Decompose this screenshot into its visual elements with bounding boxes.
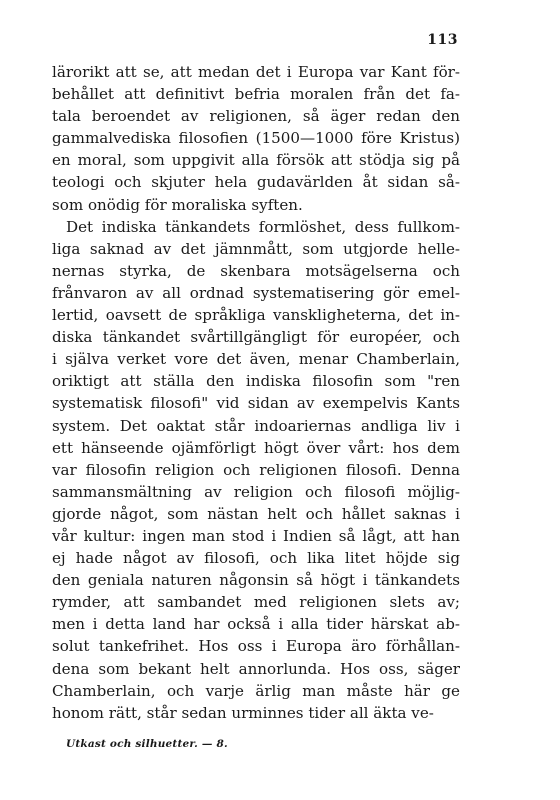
text-line: Det indiska tänkandets formlöshet, dess fullkom- <box>66 217 460 236</box>
text-line: en moral, som uppgivit alla försök att stödja sig på <box>52 151 460 170</box>
text-line: sammansmältning av religion och filosofi möjlig- <box>52 482 460 501</box>
text-line: som onödig för moraliska syften. <box>52 195 303 214</box>
text-line: teologi och skjuter hela gudavärlden åt sidan så- <box>52 173 460 192</box>
footer-signature: Utkast och silhuetter. — 8. <box>66 738 228 750</box>
text-line: honom rätt, står sedan urminnes tider all äkta ve- <box>52 703 434 722</box>
text-line: lärorikt att se, att medan det i Europa var Kant för- <box>52 63 460 81</box>
paragraph-2 <box>52 216 460 724</box>
paragraph-1 <box>52 61 460 216</box>
text-line: rymder, att sambandet med religionen slets av; <box>52 593 460 612</box>
text-line: men i detta land har också i alla tider härskat ab- <box>52 615 460 634</box>
text-line: gjorde något, som nästan helt och hållet saknas i <box>52 504 460 523</box>
text-line: dena som bekant helt annorlunda. Hos oss, säger <box>52 659 460 678</box>
text-line: behållet att definitivt befria moralen från det fa- <box>52 85 460 104</box>
text-line: liga saknad av det jämnmått, som utgjorde helle- <box>52 239 460 258</box>
text-line: gammalvediska filosofien (1500—1000 före Kristus) <box>52 129 460 148</box>
text-line: vår kultur: ingen man stod i Indien så lågt, att han <box>52 526 460 545</box>
text-line: tala beroendet av religionen, så äger redan den <box>52 107 460 126</box>
text-line: Chamberlain, och varje ärlig man måste här ge <box>52 681 460 700</box>
text-line: oriktigt att ställa den indiska filosofin som "ren <box>52 372 460 391</box>
text-line: ett hänseende ojämförligt högt över vårt: hos dem <box>52 438 460 457</box>
text-line: ej hade något av filosofi, och lika litet höjde sig <box>52 549 460 568</box>
text-line: solut tankefrihet. Hos oss i Europa äro förhållan- <box>52 637 460 656</box>
text-line: i själva verket vore det även, menar Chamberlain, <box>52 350 460 369</box>
text-line: lertid, oavsett de språkliga vanskligheterna, det in- <box>52 306 460 325</box>
text-line: diska tänkandet svårtillgängligt för européer, och <box>52 328 460 347</box>
text-line: nernas styrka, de skenbara motsägelserna och <box>52 261 460 280</box>
text-line: den geniala naturen någonsin så högt i tänkandets <box>52 571 460 590</box>
text-line: systematisk filosofi" vid sidan av exempelvis Kants <box>52 394 460 413</box>
page-number: 113 <box>427 32 458 48</box>
text-line: frånvaron av all ordnad systematisering gör emel- <box>52 283 460 302</box>
body-text <box>52 61 460 724</box>
text-line: system. Det oaktat står indoariernas andliga liv i <box>52 416 460 435</box>
text-line: var filosofin religion och religionen filosofi. Denna <box>52 460 460 479</box>
